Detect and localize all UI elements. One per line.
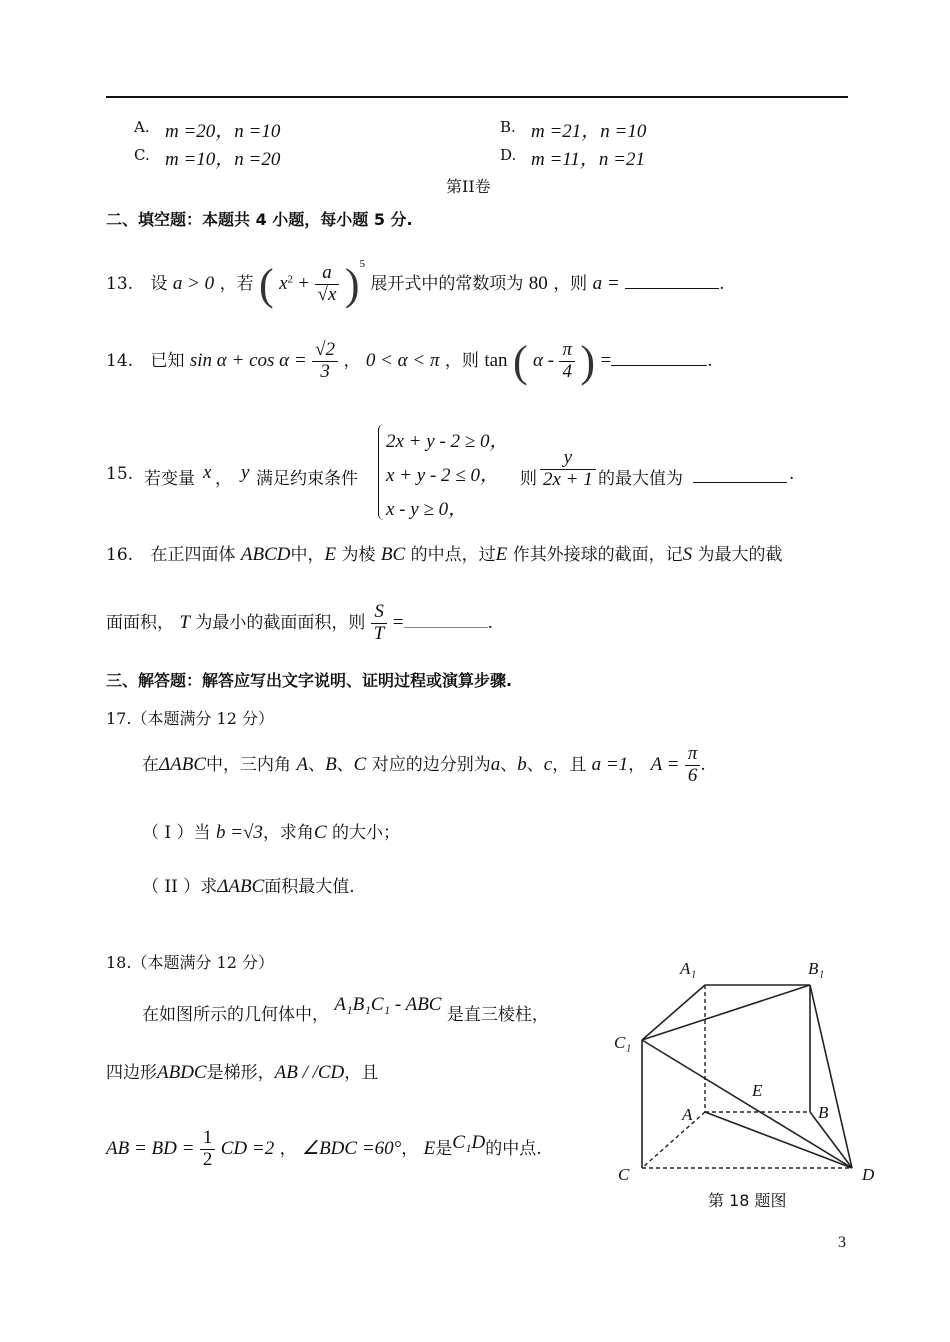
q18-math: A₁B₁C₁ - ABC	[334, 994, 442, 1015]
q16-math: ABCD	[240, 544, 291, 565]
q17-text: 、	[336, 754, 354, 775]
q16-end: .	[487, 612, 493, 633]
q18-text: ，	[401, 1138, 419, 1159]
q18-math: CD =2	[220, 1137, 275, 1159]
section2-heading: 二、填空题：本题共 4 小题，每小题 5 分.	[106, 210, 413, 229]
answer-blank[interactable]	[625, 288, 719, 289]
q16-math: =	[392, 611, 404, 633]
q18-text: 在如图所示的几何体中，	[142, 1005, 329, 1025]
q13-math: +	[298, 273, 310, 294]
q14-text: ，则	[444, 351, 479, 371]
q15-math: x	[203, 462, 212, 483]
q14-math: tan	[484, 350, 508, 371]
part-label: （ II ）求	[142, 877, 218, 897]
q16-text: 面面积，	[106, 612, 174, 633]
q17-math: a =1	[591, 753, 629, 775]
q14-fraction	[312, 340, 338, 383]
fraction-denominator: 4	[559, 361, 575, 383]
q17-math: C	[313, 822, 327, 843]
q16-math: S	[682, 544, 693, 565]
q17-end: .	[700, 754, 706, 775]
q14-math: =	[600, 350, 612, 371]
q14-math: 0 < α < π	[365, 350, 440, 371]
q13-text: 展开式中的常数项为	[370, 274, 524, 294]
option-a-text: m =20，n =10	[165, 121, 281, 142]
q16-fraction	[371, 602, 388, 645]
constraint-2: x + y - 2 ≤ 0，	[386, 465, 499, 486]
right-paren: )	[344, 260, 360, 309]
label-a1: A₁	[680, 959, 697, 978]
fraction-denominator: 2	[200, 1149, 216, 1171]
q14-math: α -	[533, 350, 555, 371]
q18-fraction	[200, 1128, 216, 1171]
q17-text: ，且	[552, 754, 587, 775]
q13-math: x	[279, 273, 288, 294]
label-d: D	[862, 1165, 875, 1184]
part-label: （ I ）当	[142, 823, 211, 843]
q17-text: 面积最大值.	[264, 877, 355, 897]
q17-text: 在	[142, 754, 159, 775]
q15-end: .	[789, 464, 795, 484]
label-c1: C₁	[614, 1033, 632, 1052]
q17-math: C	[353, 753, 367, 775]
fraction-denominator: 2x + 1	[540, 469, 596, 491]
edge-ad	[705, 1112, 852, 1168]
q17-math: ΔABC	[159, 753, 207, 775]
q13-math: a =	[592, 273, 620, 294]
q17-math: b =√3	[215, 822, 263, 843]
q13-end: .	[719, 274, 725, 294]
q16-text: 中，	[290, 545, 325, 565]
q18-header: 18.（本题满分 12 分）	[106, 953, 274, 972]
q17-math: a	[490, 753, 501, 775]
q15-math: y	[241, 462, 250, 483]
question-number: 13.	[106, 274, 134, 294]
question-16-line-2	[106, 602, 493, 645]
prism-figure	[600, 950, 890, 1220]
question-16-line-1	[106, 540, 783, 566]
q18-math: ABDC	[157, 1062, 207, 1083]
q17-part-2	[142, 872, 355, 898]
q15-text: 的最大值为	[598, 469, 683, 489]
q13-text: ，则	[553, 274, 588, 294]
part2-title: 第II卷	[446, 177, 491, 196]
edge-a1c1	[642, 985, 705, 1040]
q18-line-3	[106, 1128, 542, 1171]
edge-ac	[642, 1112, 705, 1168]
label-e: E	[752, 1081, 763, 1100]
q16-math: BC	[380, 544, 406, 565]
label-b: B	[818, 1103, 829, 1122]
q18-text: 是梯形，	[206, 1063, 275, 1083]
fraction-numerator: √2	[315, 339, 336, 361]
q15-text: 则	[520, 469, 537, 489]
constraint-3: x - y ≥ 0，	[386, 499, 468, 520]
q17-header: 17.（本题满分 12 分）	[106, 709, 274, 728]
q18-math: AB = BD =	[106, 1137, 195, 1159]
option-a-label: A.	[134, 118, 150, 136]
question-number: 14.	[106, 351, 134, 371]
section3-heading: 三、解答题：解答应写出文字说明、证明过程或演算步骤.	[106, 671, 513, 690]
left-paren: (	[512, 337, 528, 386]
q16-text: 作其外接球的截面，记	[512, 545, 683, 565]
question-number: 16.	[106, 545, 134, 565]
label-b1: B₁	[808, 959, 825, 978]
q15-fraction	[540, 448, 596, 491]
fraction-numerator: a	[322, 262, 332, 284]
q14-text: 已知	[150, 351, 185, 371]
q18-math: E	[423, 1137, 436, 1159]
left-paren: (	[259, 260, 274, 309]
right-paren: )	[580, 337, 596, 386]
q18-line-2	[106, 1058, 378, 1084]
q16-math: E	[324, 544, 337, 565]
q16-text: 的中点，过	[410, 545, 496, 565]
q17-math: B	[325, 753, 337, 775]
answer-blank[interactable]	[693, 464, 787, 483]
constraint-1: 2x + y - 2 ≥ 0，	[386, 431, 509, 452]
q16-text: 为棱	[341, 545, 376, 565]
q18-text: 是直三棱柱，	[446, 1005, 549, 1025]
option-b-label: B.	[500, 118, 516, 136]
q14-math: sin α + cos α =	[189, 350, 307, 371]
q17-part-1	[142, 818, 400, 844]
fraction-numerator: y	[563, 447, 573, 468]
question-13	[106, 258, 724, 310]
q13-text: ，若	[219, 274, 254, 294]
fraction-numerator: π	[562, 339, 572, 361]
q15-text: 若变量	[144, 469, 195, 489]
q18-text: ，且	[344, 1063, 379, 1083]
q18-text: 是	[435, 1138, 453, 1159]
q18-math: C₁D	[452, 1131, 486, 1153]
q17-math: A =	[650, 753, 680, 775]
q16-text: 为最大的截	[697, 545, 783, 565]
option-d-label: D.	[500, 146, 517, 164]
q17-math: c	[543, 753, 553, 775]
q17-text: 、	[526, 754, 544, 775]
fraction-denominator: 3	[312, 361, 338, 383]
figure-caption: 第 18 题图	[708, 1191, 787, 1210]
q13-exponent: 5	[359, 258, 365, 270]
fraction-denominator: T	[371, 623, 388, 645]
q16-text: 在正四面体	[150, 545, 236, 565]
label-c: C	[618, 1165, 630, 1184]
q17-text: ，	[628, 754, 646, 775]
q18-text: ，	[279, 1138, 297, 1159]
fraction-numerator: 1	[202, 1127, 213, 1148]
answer-blank[interactable]	[404, 627, 488, 628]
question-14	[106, 336, 713, 387]
q17-text: 的大小；	[332, 823, 401, 843]
q13-fraction	[315, 263, 340, 306]
label-a: A	[682, 1105, 693, 1124]
option-c-label: C.	[134, 146, 150, 164]
q18-math: AB / /CD	[274, 1062, 345, 1083]
fraction-denominator: √x	[315, 284, 340, 306]
page-number: 3	[838, 1234, 846, 1251]
q13-text: 设	[150, 274, 168, 294]
q17-text: 、	[500, 754, 518, 775]
question-number: 15.	[106, 464, 134, 484]
fraction-numerator: π	[687, 743, 698, 764]
header-rule	[106, 96, 848, 98]
q17-math: b	[517, 753, 527, 775]
option-c-text: m =10，n =20	[165, 149, 281, 170]
q18-text: 的中点.	[485, 1138, 542, 1159]
q17-text: 对应的边分别为	[371, 754, 491, 775]
q17-math: A	[296, 753, 309, 775]
q18-line-1	[142, 994, 549, 1026]
q13-superscript: 2	[287, 273, 293, 286]
fraction-numerator: S	[374, 601, 384, 622]
option-d-text: m =11，n =21	[531, 149, 645, 170]
q17-math: ΔABC	[217, 876, 265, 897]
fraction-denominator: 6	[685, 765, 701, 787]
q16-math: E	[495, 544, 508, 565]
q17-statement	[142, 744, 706, 787]
q13-value: 80	[528, 273, 548, 294]
edge-c1b1	[642, 985, 810, 1040]
q17-text: 、	[308, 754, 326, 775]
q18-text: 四边形	[106, 1063, 157, 1083]
option-b-text: m =21，n =10	[531, 121, 647, 142]
q15-text: 满足约束条件	[256, 469, 358, 489]
q17-text: ，求角	[262, 823, 314, 843]
q14-fraction-2	[559, 340, 575, 383]
q15-text: ，	[215, 469, 232, 489]
q14-text: ，	[343, 351, 361, 371]
q16-math: T	[179, 611, 190, 633]
q17-text: 中，三内角	[206, 754, 292, 775]
q18-math: ∠BDC =60°	[302, 1137, 402, 1159]
q17-fraction	[685, 744, 701, 787]
q13-math: a > 0	[172, 273, 215, 294]
answer-blank[interactable]	[611, 365, 707, 366]
q14-end: .	[707, 351, 713, 371]
q16-text: 为最小的截面面积，则	[195, 612, 366, 633]
